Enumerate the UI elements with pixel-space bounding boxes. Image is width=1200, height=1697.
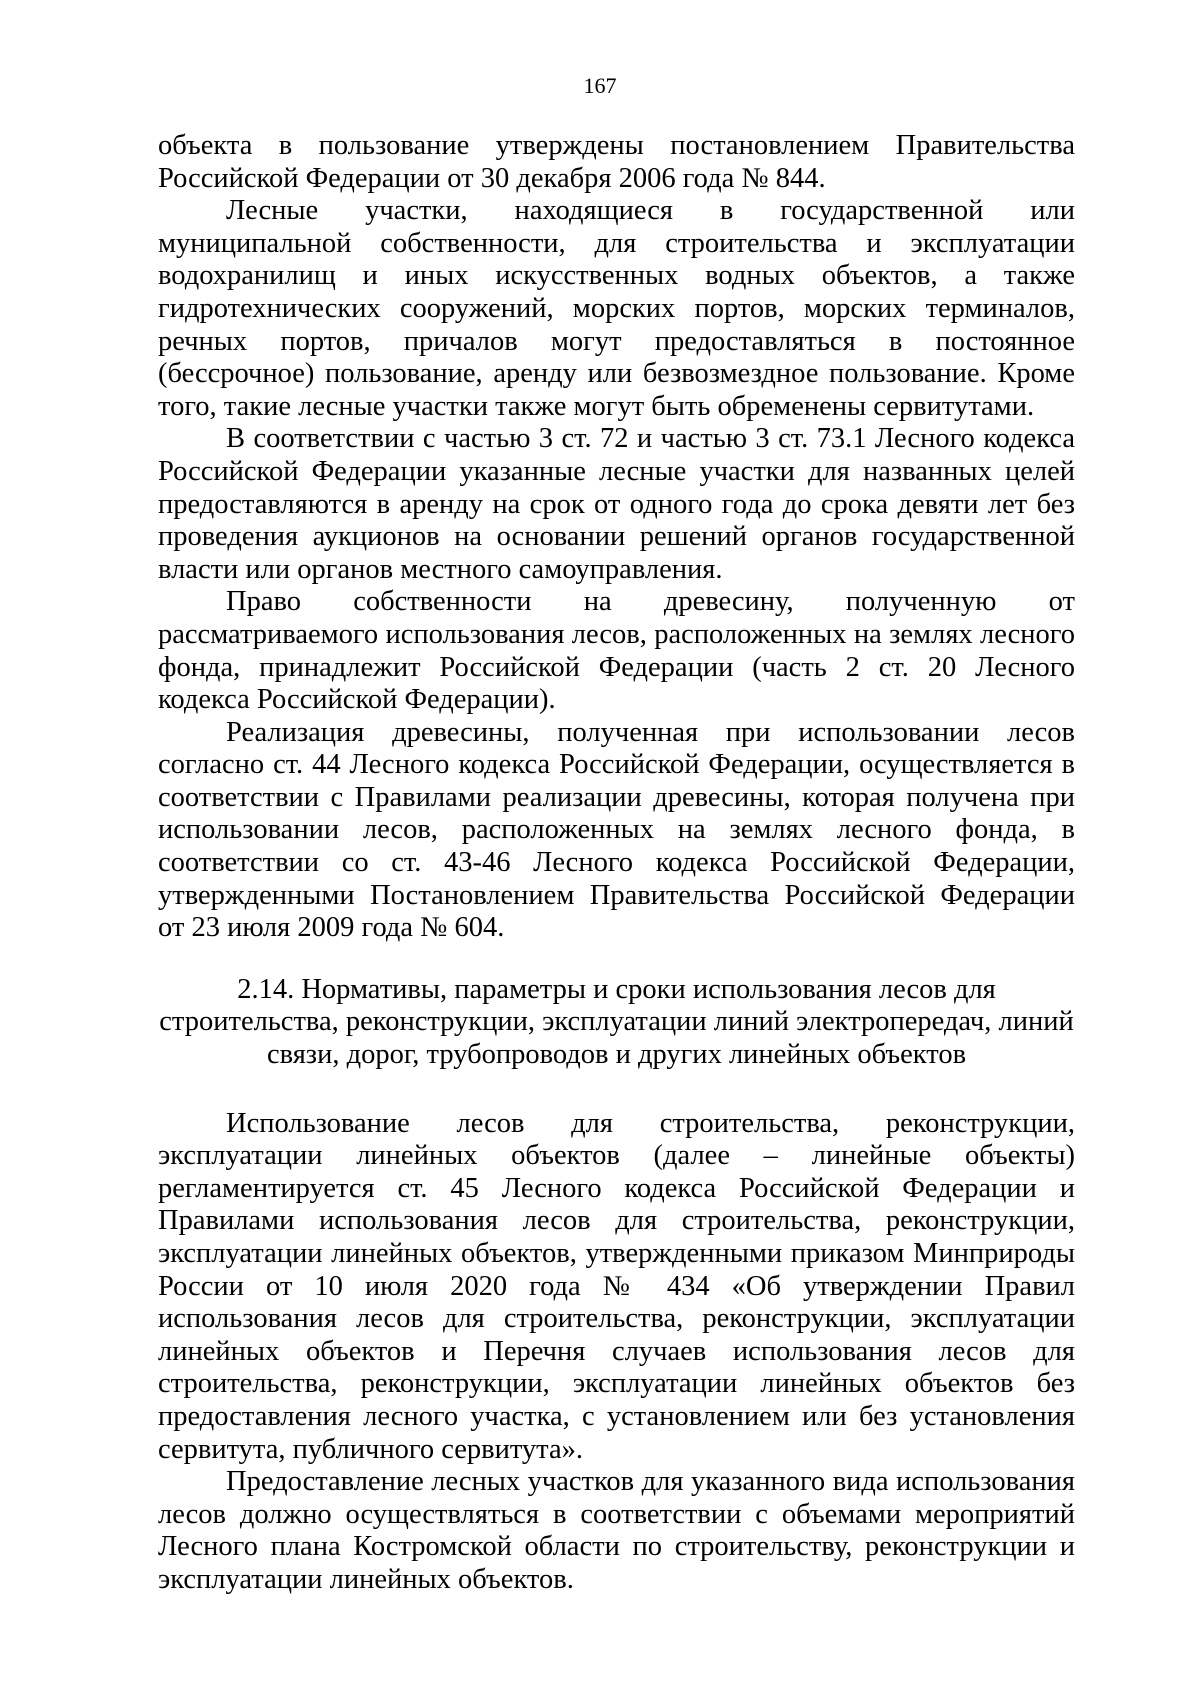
section-heading-line-3: связи, дорог, трубопроводов и других линейных объектов bbox=[266, 1039, 967, 1071]
section-heading-line-1: 2.14. Нормативы, параметры и сроки использования лесов для bbox=[237, 973, 996, 1005]
paragraph-lease-terms: В соответствии с частью 3 ст. 72 и частью 3 ст. 73.1 Лесного кодекса Российской Федерации указанные лесные участки для названных целей предоставляются в аренду на срок от одного года до срока девяти лет без проведения аукционов на основании решений органов государственной власти или органов местного самоуправления. bbox=[158, 423, 1075, 585]
page-number: 167 bbox=[583, 73, 617, 98]
paragraph-continuation: объекта в пользование утверждены постановлением Правительства Российской Федерации от 30 декабря 2006 года № 844. bbox=[158, 130, 1075, 194]
paragraph-linear-objects-provision: Предоставление лесных участков для указанного вида использования лесов должно осуществляться в соответствии с объемами мероприятий Лесного плана Костромской области по строительству, реконструкции и эксплуатации линейных объектов. bbox=[158, 1466, 1075, 1595]
document-body bbox=[158, 130, 1075, 1597]
paragraph-linear-objects-regulation: Использование лесов для строительства, реконструкции, эксплуатации линейных объектов (далее – линейные объекты) регламентируется ст. 45 Лесного кодекса Российской Федерации и Правилами использования лесов для строительства, реконструкции, эксплуатации линейных объектов, утвержденными приказом Минприроды России от 10 июля 2020 года № 434 «Об утверждении Правил использования лесов для строительства, реконструкции, эксплуатации линейных объектов и Перечня случаев использования лесов для строительства, реконструкции, эксплуатации линейных объектов без предоставления лесного участка, с установлением или без установления сервитута, публичного сервитута». bbox=[158, 1107, 1075, 1465]
paragraph-timber-sale: Реализация древесины, полученная при использовании лесов согласно ст. 44 Лесного кодекса Российской Федерации, осуществляется в соответствии с Правилами реализации древесины, которая получена при использовании лесов, расположенных на землях лесного фонда, в соответствии со ст. 43-46 Лесного кодекса Российской Федерации, утвержденными Постановлением Правительства Российской Федерации от 23 июля 2009 года № 604. bbox=[158, 716, 1075, 944]
paragraph-timber-ownership: Право собственности на древесину, полученную от рассматриваемого использования лесов, расположенных на землях лесного фонда, принадлежит Российской Федерации (часть 2 ст. 20 Лесного кодекса Российской Федерации). bbox=[158, 586, 1075, 716]
section-heading-line-2: строительства, реконструкции, эксплуатации линий электропередач, линий bbox=[159, 1006, 1074, 1038]
paragraph-forest-plots-ownership: Лесные участки, находящиеся в государственной или муниципальной собственности, для строительства и эксплуатации водохранилищ и иных искусственных водных объектов, а также гидротехнических сооружений, морских портов, морских терминалов, речных портов, причалов могут предоставляться в постоянное (бессрочное) пользование, аренду или безвозмездное пользование. Кроме того, такие лесные участки также могут быть обременены сервитутами. bbox=[158, 195, 1075, 422]
section-heading bbox=[158, 974, 1075, 1072]
